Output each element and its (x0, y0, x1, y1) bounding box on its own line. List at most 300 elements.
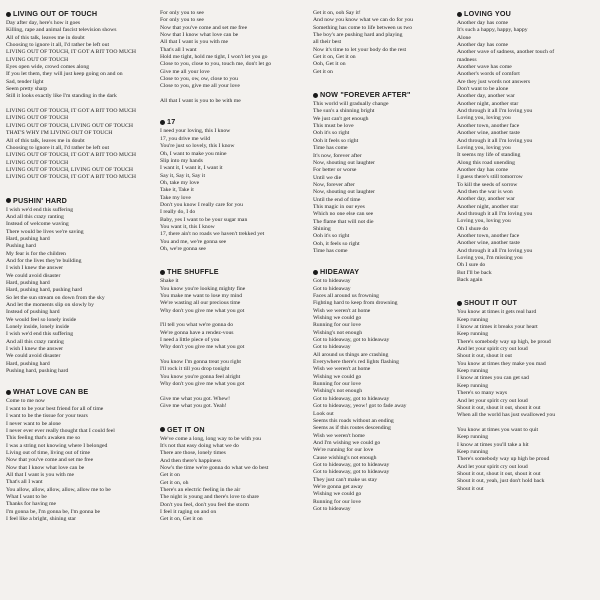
lyric-line: We're gonna get away (313, 483, 363, 490)
lyric-line: Wish we weren't home (313, 432, 365, 439)
song-title-text: SHOUT IT OUT (464, 298, 518, 308)
lyric-lines (6, 207, 156, 376)
lyric-line: I'll tell you what we're gonna do (160, 322, 234, 329)
lyric-line: We're wasting all our precious time (160, 300, 241, 307)
lyric-line: My fear is for the children (6, 250, 66, 257)
lyric-line: Choosing to ignore it all, I'd rather be left out (6, 42, 110, 49)
song-title-text: HIDEAWAY (320, 267, 360, 277)
lyric-line: Hard, pushing hard (6, 360, 50, 367)
lyric-line: Loving you, loving you (457, 218, 511, 225)
song (160, 267, 310, 410)
lyric-line: THAT'S WHY I'M LIVING OUT OF TOUCH (6, 130, 113, 137)
lyric-line: Hold me tight, hold me tight, I won't let you go (160, 54, 268, 61)
stanza-gap (160, 91, 310, 98)
lyric-line: Why don't you give me what you got (160, 344, 245, 351)
lyric-line: We're running for our love (313, 447, 374, 454)
song-title (160, 425, 310, 435)
lyric-line: This must be love (313, 123, 354, 130)
lyric-line: And then there's happiness (160, 457, 221, 464)
song (313, 267, 463, 513)
lyric-line: Hard, pushing hard (6, 280, 50, 286)
lyric-line: There's an electric feeling in the air (160, 486, 241, 493)
lyric-line: It's such a happy, happy, happy (457, 27, 528, 34)
bullet-icon (457, 301, 462, 306)
lyric-line: Shout it out, shout it out, shout it out (457, 470, 541, 477)
song-title (457, 298, 597, 308)
lyric-line: LIVING OUT OF TOUCH (6, 115, 69, 122)
lyric-line: Fighting hard to keep from drowning (313, 300, 398, 307)
lyric-line: Loving you, loving you (457, 144, 511, 151)
lyric-line: I wish I knew the answer (6, 346, 64, 353)
lyric-line: 17, you drive me wild (160, 135, 211, 142)
lyric-line: Now's the time we're gonna do what we do best (160, 464, 269, 471)
lyric-line: It seems my life of standing (457, 152, 521, 159)
lyric-line: Faces all around us frowning (313, 293, 380, 299)
lyric-line: Along this road unending (457, 159, 515, 166)
lyric-line: And let the moments slip on slowly by (6, 302, 94, 309)
lyric-line: I know at times you can get sad (457, 375, 529, 382)
lyric-line: all their best (313, 39, 342, 46)
lyric-line: Now that you've come and set me free (160, 24, 248, 31)
lyric-line: Seem pretty sharp (6, 86, 48, 93)
lyric-lines (6, 20, 156, 182)
lyric-line: Shout it out, shout it out, shout it out (457, 404, 541, 411)
lyric-line: Got to hideaway (313, 278, 351, 285)
lyric-line: You know you're looking mighty fine (160, 285, 246, 292)
song (313, 90, 463, 255)
lyric-line: Keep running (457, 316, 489, 323)
lyric-line: Don't you feel, don't you feel the storm (160, 501, 249, 508)
lyric-line: Ooh, it feels so right (313, 240, 360, 247)
lyric-line: Running for our love (313, 322, 361, 329)
song-title-text: LIVING OUT OF TOUCH (13, 9, 98, 18)
lyric-line: For better or worse (313, 167, 357, 174)
lyric-line: I really do, I do (160, 209, 196, 216)
lyric-line: And for the lives they're building (6, 257, 82, 264)
lyric-line: Shout it out, shout it out (457, 353, 512, 360)
song-title (6, 9, 156, 19)
lyric-line: I feel like a bright, shining star (6, 515, 76, 522)
song-title (457, 9, 597, 19)
lyric-line: Wishing we could go (313, 315, 362, 322)
lyric-line: And let your spirit cry out loud (457, 346, 528, 353)
song (160, 117, 310, 253)
lyric-line: I want to be the tissue for your tears (6, 413, 88, 420)
lyric-line: Shining (313, 225, 331, 232)
lyric-line: Thanks for having me (6, 501, 57, 508)
lyric-line: Seems this roads without an ending (313, 417, 394, 424)
lyric-line: LIVING OUT OF TOUCH, IT GOT A BIT TOO MUCH (6, 108, 136, 115)
lyric-line: All that I want is you with me (6, 471, 75, 478)
lyric-line: Got to hideaway, got to hideaway (313, 395, 390, 402)
lyric-line: Baby, yes I want to be your sugar man (160, 216, 248, 223)
lyric-line: Another day, another war (457, 93, 515, 100)
lyric-line: Say it, Say it, Say it (160, 172, 206, 179)
lyric-line: This world will gradually change (313, 101, 389, 108)
lyric-line: I need a little piece of you (160, 337, 220, 344)
lyric-line: I never ever ever really thought that I could feel (6, 427, 115, 434)
lyric-lines (313, 10, 463, 76)
lyric-line: To kill the seeds of sorrow (457, 181, 518, 188)
lyric-line: LIVING OUT OF TOUCH, IT GOT A BIT TOO MUCH (6, 152, 136, 159)
bullet-icon (313, 93, 318, 98)
lyric-line: Ooh, Get it on (313, 61, 346, 68)
lyric-lines (313, 278, 463, 513)
lyrics-column-1 (6, 9, 156, 523)
song (160, 425, 310, 524)
lyric-line: Now, shouting out laughter (313, 189, 375, 196)
lyric-line: Slip into my hands (160, 157, 203, 164)
lyric-line: Wish we weren't at home (313, 307, 371, 314)
lyric-line: Another wine, another taste (457, 240, 520, 247)
lyric-line: Get it on (313, 68, 333, 75)
song-title-text: WHAT LOVE CAN BE (13, 387, 89, 397)
lyric-line: I'm gonna be, I'm gonna be, I'm gonna be (6, 508, 101, 515)
lyric-line: Another town, another face (457, 232, 520, 239)
lyric-line: Now, shouting out laughter (313, 159, 375, 166)
bullet-icon (160, 120, 165, 125)
song (6, 9, 156, 182)
lyric-line: You know at times it gets real hard (457, 309, 537, 316)
lyric-lines (160, 10, 310, 105)
lyric-line: Choosing to ignore it all, I'd rather be left out (6, 144, 110, 151)
lyric-line: Living out of time, living out of time (6, 449, 91, 456)
lyric-line: Got to hideaway, got to hideaway (313, 337, 390, 344)
lyric-line: Get it on, Get it on (313, 54, 356, 61)
lyric-line: There would be lives we're saving (6, 228, 84, 235)
song-title (313, 267, 463, 277)
lyric-line: Another's words of comfort (457, 71, 520, 78)
lyric-line: Another day, another war (457, 196, 515, 203)
lyric-lines (313, 101, 463, 255)
song-title-text: THE SHUFFLE (167, 267, 219, 277)
lyric-line: Got to hideaway (313, 344, 351, 351)
lyric-line: madness (457, 56, 477, 63)
lyric-line: It's now, forever after (313, 152, 362, 159)
lyric-line: Give me what you got. Whew! (160, 395, 231, 402)
lyric-line: Wish we weren't at home (313, 366, 371, 373)
lyric-line: I was a string not knowing where I belonged (6, 442, 108, 449)
lyric-line: Another wave of sadness, another touch of (457, 49, 555, 56)
song (6, 387, 156, 523)
lyric-line: I wish we'd end this suffering (6, 206, 74, 213)
lyric-line: For only you to see (160, 17, 204, 24)
lyric-line: Another night, another star (457, 100, 519, 107)
lyric-line: Now that you've come and set me free (6, 457, 94, 464)
lyric-line: I never want to be alone (6, 420, 61, 427)
bullet-icon (160, 270, 165, 275)
lyric-line: It's not that easy doing what we do (160, 442, 239, 449)
lyric-line: Got to hideaway, yeow! got to fade away (313, 403, 407, 410)
lyric-line: You know at times you want to quit (457, 426, 539, 433)
lyric-line: I want to be your best friend for all of time (6, 405, 104, 412)
lyric-line: LIVING OUT OF TOUCH, IT GOT A BIT TOO MUCH (6, 174, 136, 181)
song (6, 196, 156, 376)
lyric-line: Why don't you give me what you got (160, 307, 245, 314)
lyric-line: You and me, we're gonna see (160, 238, 227, 245)
lyric-line: Lonely inside, lonely inside (6, 324, 70, 331)
lyric-line: Running for our love (313, 381, 361, 388)
lyric-line: Running for our love (313, 498, 361, 505)
lyric-line: For only you to see (160, 10, 204, 16)
lyric-line: Killing, rape and animal fascist television shows (6, 27, 117, 34)
lyric-line: Back again (457, 277, 483, 284)
lyric-line: Now it's time to let your body do the rest (313, 46, 407, 53)
lyric-line: Until the end of time (313, 196, 361, 203)
lyric-line: All that I want is you to be with me (160, 98, 241, 105)
lyric-line: Come to me now (6, 398, 46, 405)
lyric-line: Time has come (313, 247, 348, 254)
lyric-line: If you let them, they will just keep going on and on (6, 71, 123, 78)
lyric-line: And through it all I'm loving you (457, 108, 533, 115)
lyric-line: Give me all your love (160, 68, 210, 75)
lyric-line: We just can't get enough (313, 115, 369, 122)
lyric-line: Wishing's not enough (313, 388, 363, 395)
lyric-line: Eyes open wide, crowd comes along (6, 64, 90, 71)
lyric-line: Another day has come (457, 20, 509, 26)
lyric-line: Still it looks exactly like I'm standing in the dark (6, 93, 117, 100)
lyric-line: Wishing's not enough (313, 329, 363, 336)
lyric-line: Instead of welcome waving (6, 221, 69, 228)
lyric-line: We've come a long, long way to be with you (160, 435, 262, 442)
lyric-line: What I want to be (6, 493, 47, 500)
lyric-line: You know you're gonna feel alright (160, 373, 241, 380)
song-title-text: LOVING YOU (464, 9, 511, 18)
stanza-gap (457, 420, 597, 427)
lyric-line: Another wine, another taste (457, 130, 520, 137)
lyric-line: Shout it out (457, 485, 484, 492)
song-title-text: 17 (167, 117, 176, 127)
song-title (6, 196, 156, 206)
lyric-line: Don't want to be alone (457, 86, 509, 93)
lyric-line: You're just so lovely, this I know (160, 143, 235, 150)
lyric-line: Take it, Take it (160, 187, 194, 194)
lyric-line: All of this talk, leaves me in doubt (6, 137, 85, 144)
lyric-line: All of this talk, leaves me in doubt (6, 34, 85, 41)
lyric-line: Another night, another star (457, 203, 519, 210)
lyric-line: I want it, I want it, I want it (160, 165, 223, 172)
lyric-line: You make me want to lose my mind (160, 293, 243, 299)
lyric-line: LIVING OUT OF TOUCH (6, 159, 69, 166)
lyric-line: LIVING OUT OF TOUCH, IT GOT A BIT TOO MUCH (6, 49, 136, 56)
lyric-line: Shake it (160, 278, 179, 285)
lyric-line: Why don't you give me what you got (160, 381, 245, 388)
lyric-line: Wishing we could go (313, 373, 362, 380)
lyric-line: Hard, pushing hard, pushing hard (6, 287, 83, 294)
lyric-line: The boy's are pushing hard and playing (313, 32, 403, 39)
lyric-line: I guess there's still tomorrow (457, 174, 523, 181)
lyric-line: The flame that will not die (313, 218, 374, 225)
lyric-line: LIVING OUT OF TOUCH, LIVING OUT OF TOUCH (6, 122, 134, 129)
lyric-line: Get it on, Get it on (160, 516, 203, 523)
lyric-line: And through it all I'm loving you (457, 210, 533, 217)
bullet-icon (313, 270, 318, 275)
lyric-line: I wish I knew the answer (6, 265, 64, 272)
lyric-line: Keep running (457, 368, 489, 375)
lyric-line: Loving you, I'm missing you (457, 255, 523, 261)
song-title (313, 90, 463, 100)
lyric-line: There's somebody way up high, be proud (457, 338, 551, 345)
lyric-line: Keep running (457, 382, 489, 389)
bullet-icon (6, 390, 11, 395)
song (160, 10, 310, 105)
lyric-line: Something has come to life between us two (313, 24, 413, 31)
lyric-line: Now that I know what love can be (6, 464, 85, 471)
lyric-line: I need your loving, this I know (160, 128, 231, 135)
lyric-line: Oh, take my love (160, 179, 200, 186)
lyric-line: That's all I want (6, 479, 43, 486)
lyric-line: Shout it out, yeah, just don't hold back (457, 478, 545, 485)
lyric-line: Get it on, oh (160, 479, 189, 486)
lyric-line: Cause wishing's not enough (313, 454, 377, 461)
lyric-line: All around us things are crashing (313, 351, 389, 358)
bullet-icon (6, 12, 11, 17)
bullet-icon (6, 198, 11, 203)
lyric-line: And let your spirit cry out loud (457, 397, 528, 404)
lyric-line: I feel it raging on and on (160, 508, 217, 515)
lyric-line: And all this crazy ranting (6, 338, 64, 345)
lyric-line: You want it, this I know (160, 223, 215, 230)
lyric-line: We're gonna have a rendez-vous (160, 329, 234, 336)
lyric-line: Close to you, ow, ow, close to you (160, 76, 238, 83)
lyric-line: Hard, pushing hard (6, 235, 50, 242)
lyric-line: Now that I know what love can be (160, 32, 239, 39)
song-title-text: NOW "FOREVER AFTER" (320, 90, 411, 100)
lyric-line: We could avoid disaster (6, 353, 61, 360)
lyrics-column-2 (160, 9, 310, 524)
lyric-line: Get it on (160, 472, 180, 479)
lyric-line: Until we die (313, 174, 342, 181)
lyric-line: We would feel so lonely inside (6, 316, 77, 323)
song-title-text: PUSHIN' HARD (13, 195, 68, 205)
lyric-line: You allow, allow, allow, allow, allow me to be (6, 486, 111, 493)
lyric-line: Oh I sure do (457, 262, 486, 269)
lyric-line: This magic in our eyes (313, 203, 365, 210)
lyric-line: Time has come (313, 145, 348, 152)
lyric-line: Which no one else can see (313, 211, 374, 218)
song-title-text: GET IT ON (167, 424, 205, 434)
lyrics-column-3 (313, 9, 463, 513)
stanza-gap (160, 352, 310, 359)
lyric-line: Another town, another face (457, 122, 520, 129)
lyric-line: Got to hideaway (313, 505, 351, 512)
song (457, 9, 597, 284)
lyric-line: You know I'm gonna treat you right (160, 359, 242, 366)
lyric-line: And I'm wishing we could go (313, 439, 381, 446)
lyric-line: I wish we'd end this suffering (6, 331, 74, 338)
lyric-line: Close to you, close to you, touch me, don't let go (160, 61, 272, 68)
lyric-line: When all the world has just swallowed you (457, 412, 556, 419)
lyrics-column-4 (457, 9, 597, 493)
lyric-line: Oh, we're gonna see (160, 245, 206, 252)
lyric-lines (457, 20, 597, 284)
lyric-line: Keep running (457, 434, 489, 441)
stanza-gap (6, 101, 156, 108)
lyric-line: And now you know what we can do for you (313, 17, 413, 24)
lyric-line: Another day has come (457, 166, 509, 173)
lyric-line: Alone (457, 34, 471, 41)
lyric-lines (160, 278, 310, 410)
lyric-line: So let the sun stream on down from the sky (6, 294, 105, 301)
lyric-line: Close to you, give me all your love (160, 83, 240, 90)
lyric-line: LIVING OUT OF TOUCH (6, 56, 69, 63)
lyric-line: Seems as if this routes descending (313, 425, 391, 432)
lyric-line: Get it on, ooh Say it! (313, 10, 361, 16)
lyric-line: Give me what you got. Yeah! (160, 403, 227, 410)
bullet-icon (160, 427, 165, 432)
lyric-line: Instead of pushing hard (6, 309, 60, 316)
lyric-line: And through it all I'm loving you (457, 247, 533, 254)
lyric-line: LIVING OUT OF TOUCH, LIVING OUT OF TOUCH (6, 166, 134, 173)
lyric-lines (6, 398, 156, 523)
lyric-line: But I'll be back (457, 269, 492, 276)
stanza-gap (160, 315, 310, 322)
lyric-lines (457, 309, 597, 493)
lyric-line: That's all I want (160, 46, 197, 53)
lyric-line: 17, there ain't no roads we haven't trekked yet (160, 231, 265, 238)
lyric-line: Ooh it's so right (313, 233, 350, 240)
lyric-line: Don't you know I really care for you (160, 201, 243, 208)
lyric-line: Sad, tender light (6, 78, 44, 85)
stanza-gap (160, 388, 310, 395)
bullet-icon (457, 12, 462, 17)
lyric-line: And all this crazy ranting (6, 213, 64, 220)
lyric-line: And through it all I'm loving you (457, 137, 533, 144)
lyric-line: Oh I shure do (457, 225, 489, 232)
lyric-line: The sun's a shinning bright (313, 108, 375, 115)
lyric-line: There are those, lonely times (160, 450, 226, 457)
lyric-line: All that I want is you with me (160, 39, 229, 46)
lyric-line: There's somebody way up high be proud (457, 456, 550, 463)
lyric-line: Are they just words not answers (457, 78, 531, 85)
song (313, 10, 463, 76)
lyric-line: Wishing we could go (313, 491, 362, 498)
lyric-line: Now, forever after (313, 181, 355, 188)
lyric-line: Got to hideaway, got to hideaway (313, 461, 390, 468)
lyric-line: Oh, I want to make you mine (160, 150, 227, 157)
lyric-line: Pushing hard, pushing hard (6, 368, 69, 375)
lyric-line: Loving you, loving you (457, 115, 511, 122)
lyric-line: And then the war is won (457, 188, 513, 195)
lyric-line: This feeling that's awaken me so (6, 435, 81, 442)
song-title (160, 267, 310, 277)
lyric-line: I know at times you'll take a hit (457, 441, 529, 448)
lyric-line: Got to hideaway, got to hideaway (313, 469, 390, 476)
lyric-line: There's so many ways (457, 390, 508, 397)
lyric-line: We could avoid disaster (6, 272, 61, 279)
song-title (6, 387, 156, 397)
lyric-line: Keep running (457, 448, 489, 455)
song (457, 298, 597, 493)
lyric-line: Keep running (457, 331, 489, 338)
lyric-line: They just can't make us stay (313, 476, 378, 483)
lyric-line: Day after day, here's how it goes (6, 20, 81, 26)
lyric-line: Everywhere there's red lights flashing (313, 359, 399, 366)
lyric-line: Ooh it's so right (313, 130, 350, 137)
lyric-line: Got to hideaway (313, 285, 351, 292)
lyric-lines (160, 128, 310, 253)
lyric-line: You know at times they make you mad (457, 360, 546, 367)
lyric-line: Another day has come (457, 42, 509, 49)
lyric-line: I know at times it breaks your heart (457, 324, 538, 331)
lyric-line: And let your spirit cry out loud (457, 463, 528, 470)
lyric-line: Pushing hard (6, 243, 36, 250)
lyric-line: Look out (313, 410, 334, 417)
lyric-line: I'll rock it till you drop tonight (160, 366, 230, 373)
lyric-line: Ooh it feels so right (313, 137, 359, 144)
lyric-line: Take my love (160, 194, 191, 201)
lyric-lines (160, 436, 310, 524)
